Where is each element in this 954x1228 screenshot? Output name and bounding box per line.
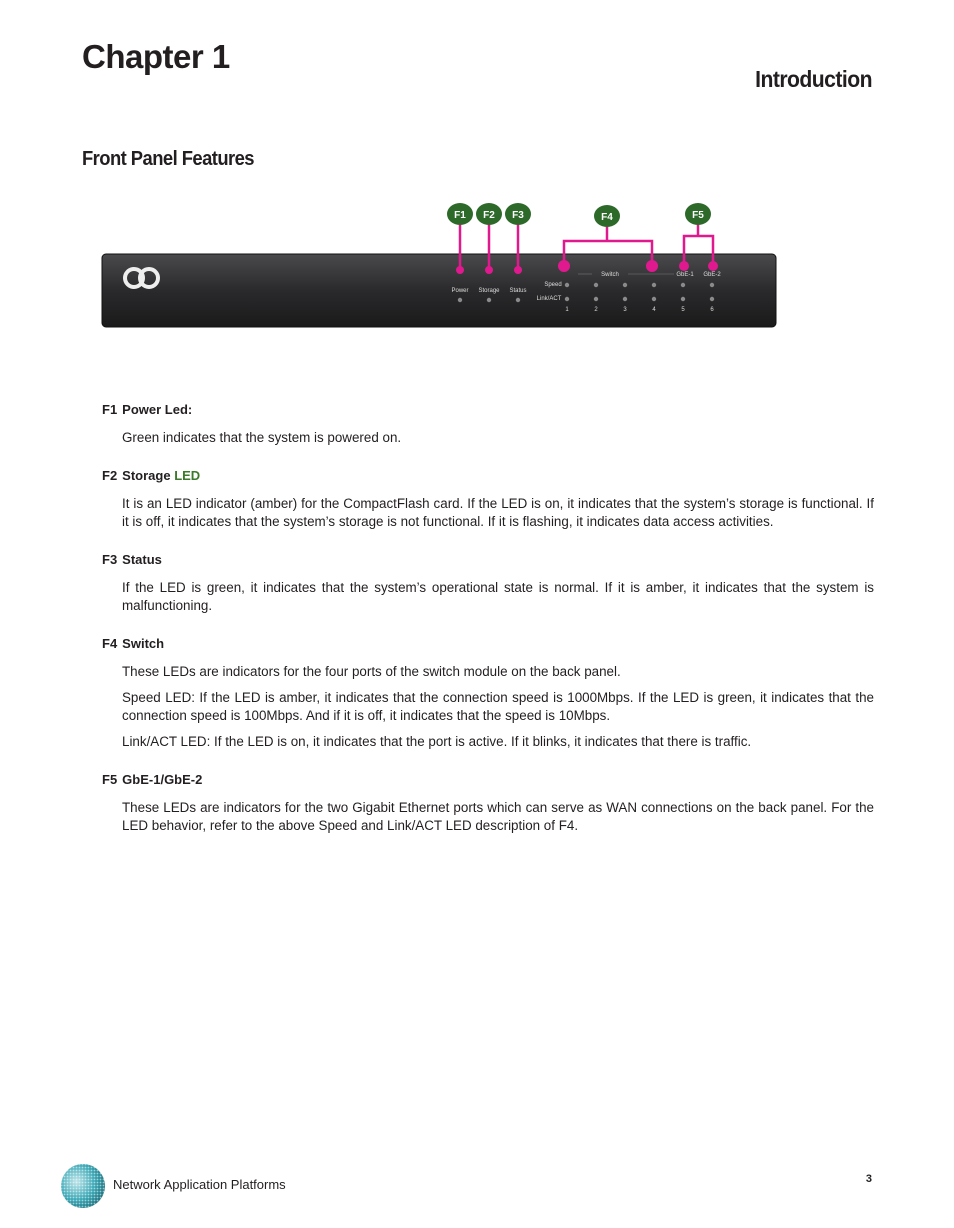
- callout-f3-label: F3: [512, 210, 524, 221]
- chapter-title: Chapter 1: [82, 38, 230, 75]
- callout-f4-label: F4: [601, 212, 613, 223]
- feature-description: Link/ACT LED: If the LED is on, it indicates that the port is active. If it blinks, it indicates that there is traffic.: [122, 734, 752, 749]
- feature-heading: [102, 402, 874, 418]
- feature-code: F3: [102, 552, 118, 567]
- feature-description: It is an LED indicator (amber) for the CompactFlash card. If the LED is on, it indicates that the system’s storage is functional. If it is off, it indicates that the system’s storage is not functional. If it is flashing, it indicates data access activities.: [122, 496, 874, 529]
- panel-label-link-act: Link/ACT: [536, 296, 562, 302]
- callout-f2-label: F2: [483, 210, 495, 221]
- feature-list: [102, 402, 874, 856]
- panel-label-status: Status: [509, 288, 527, 294]
- feature-heading: [102, 772, 874, 788]
- callout-f1: [447, 203, 473, 225]
- callout-f4: [594, 205, 620, 227]
- panel-label-speed: Speed: [544, 282, 562, 288]
- panel-port-5: 5: [681, 307, 685, 313]
- page-title: Introduction: [755, 66, 872, 92]
- feature-name: Switch: [122, 636, 165, 651]
- feature-f5: [102, 772, 874, 835]
- panel-port-1: 1: [565, 307, 569, 313]
- feature-code: F5: [102, 772, 118, 787]
- panel-label-power: Power: [451, 288, 469, 294]
- callout-f2: [476, 203, 502, 225]
- feature-description: Speed LED: If the LED is amber, it indicates that the connection speed is 1000Mbps. If the LED is green, it indicates that the connection speed is 100Mbps. And if it is off, it indicates that the speed is 10Mbps.: [122, 690, 874, 723]
- feature-name-accent: LED: [174, 468, 201, 483]
- callout-f1-label: F1: [454, 210, 466, 221]
- feature-description: Green indicates that the system is powered on.: [122, 430, 402, 445]
- panel-port-4: 4: [652, 307, 656, 313]
- panel-label-gbe1: GbE-1: [676, 272, 694, 278]
- feature-name: Status: [122, 552, 162, 567]
- panel-port-6: 6: [710, 307, 714, 313]
- feature-heading: [102, 636, 874, 652]
- callout-f3: [505, 203, 531, 225]
- feature-heading: [102, 468, 874, 484]
- feature-f1: [102, 402, 874, 447]
- footer-globe-logo-icon: [60, 1163, 106, 1209]
- feature-f3: [102, 552, 874, 615]
- feature-description: These LEDs are indicators for the two Gigabit Ethernet ports which can serve as WAN connections on the back panel. For the LED behavior, refer to the above Speed and Link/ACT LED description of F4.: [122, 800, 874, 833]
- panel-label-gbe2: GbE-2: [703, 272, 721, 278]
- feature-name: GbE-1/GbE-2: [122, 772, 203, 787]
- callout-f5: [685, 203, 711, 225]
- feature-f4: [102, 636, 874, 751]
- feature-name: Power Led:: [122, 402, 193, 417]
- feature-code: F2: [102, 468, 118, 483]
- feature-description: These LEDs are indicators for the four ports of the switch module on the back panel.: [122, 664, 621, 679]
- page-number: 3: [865, 1173, 872, 1185]
- feature-code: F4: [102, 636, 118, 651]
- feature-description: If the LED is green, it indicates that the system’s operational state is normal. If it is amber, it indicates that the system is malfunctioning.: [122, 580, 874, 613]
- panel-port-2: 2: [594, 307, 598, 313]
- panel-label-storage: Storage: [478, 288, 500, 294]
- callout-f5-label: F5: [692, 210, 704, 221]
- device-panel: [102, 254, 776, 327]
- feature-heading: [102, 552, 874, 568]
- panel-label-switch: Switch: [601, 272, 619, 278]
- feature-code: F1: [102, 402, 118, 417]
- front-panel-figure: [100, 196, 780, 332]
- feature-f2: [102, 468, 874, 531]
- footer-text: Network Application Platforms: [113, 1177, 286, 1192]
- feature-name: Storage: [122, 468, 175, 483]
- section-title: Front Panel Features: [82, 148, 254, 170]
- panel-port-3: 3: [623, 307, 627, 313]
